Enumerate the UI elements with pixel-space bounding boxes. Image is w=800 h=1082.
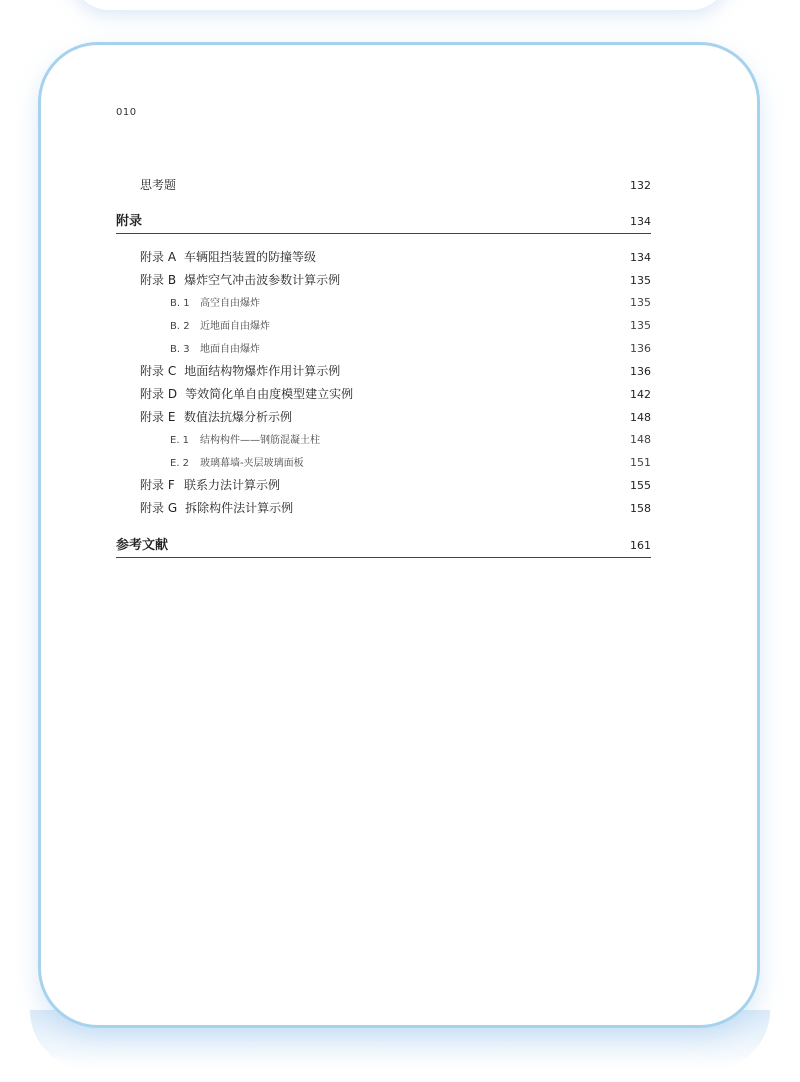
toc-entry-title: 思考题	[140, 178, 177, 192]
page-number: 010	[116, 107, 137, 118]
toc-entry-appendix-g[interactable]	[116, 499, 651, 516]
toc-subentry-b3[interactable]	[116, 340, 651, 355]
toc-entry-page: 136	[630, 342, 651, 355]
toc-entry-page: 135	[630, 319, 651, 332]
toc-entry-title: 联系力法计算示例	[184, 478, 281, 492]
toc-entry-title: 车辆阻挡装置的防撞等级	[184, 250, 317, 264]
toc-entry-page: 151	[630, 456, 651, 469]
toc-section-title: 参考文献	[116, 538, 169, 553]
toc-entry-page: 148	[630, 433, 651, 446]
toc-entry-code: 附录 B	[140, 273, 177, 287]
toc-entry-title: 玻璃幕墙-夹层玻璃面板	[200, 458, 304, 469]
toc-section-page: 134	[630, 215, 651, 228]
toc-entry-code: E. 1	[170, 435, 190, 446]
toc-entry-code: 附录 F	[140, 478, 175, 492]
toc-entry-page: 132	[630, 179, 651, 192]
top-decorative-shadow	[70, 0, 730, 10]
toc-entry-appendix-a[interactable]	[116, 248, 651, 265]
toc-entry-code: 附录 G	[140, 501, 178, 515]
toc-entry-appendix-c[interactable]	[116, 362, 651, 379]
toc-entry-page: 148	[630, 411, 651, 424]
toc-entry-code: B. 3	[170, 344, 190, 355]
toc-entry-page: 136	[630, 365, 651, 378]
toc-entry-page: 158	[630, 502, 651, 515]
toc-entry-page: 134	[630, 251, 651, 264]
toc-entry-title: 数值法抗爆分析示例	[184, 410, 293, 424]
toc-entry-appendix-d[interactable]	[116, 385, 651, 402]
toc-entry-page: 135	[630, 296, 651, 309]
toc-section-references[interactable]	[116, 534, 651, 558]
toc-entry-title: 高空自由爆炸	[200, 298, 260, 309]
toc-section-page: 161	[630, 539, 651, 552]
toc-entry-title: 爆炸空气冲击波参数计算示例	[184, 273, 341, 287]
toc-entry-title: 等效简化单自由度模型建立实例	[185, 387, 354, 401]
toc-entry-appendix-f[interactable]	[116, 476, 651, 493]
toc-entry-title: 近地面自由爆炸	[200, 321, 270, 332]
toc-section-title: 附录	[116, 214, 143, 229]
toc-entry-page: 155	[630, 479, 651, 492]
toc-section-appendix[interactable]	[116, 210, 651, 234]
toc-entry-page: 142	[630, 388, 651, 401]
toc-entry-code: E. 2	[170, 458, 190, 469]
toc-entry-appendix-b[interactable]	[116, 271, 651, 288]
toc-subentry-e1[interactable]	[116, 431, 651, 446]
toc-entry-title: 地面结构物爆炸作用计算示例	[184, 364, 341, 378]
toc-subentry-b2[interactable]	[116, 317, 651, 332]
toc-subentry-b1[interactable]	[116, 294, 651, 309]
toc-entry-title: 结构构件——钢筋混凝土柱	[200, 435, 320, 446]
toc-entry-thinking-questions[interactable]	[116, 176, 651, 193]
toc-entry-title: 地面自由爆炸	[200, 344, 260, 355]
toc-entry-code: B. 2	[170, 321, 190, 332]
toc-entry-title: 拆除构件法计算示例	[185, 501, 294, 515]
toc-subentry-e2[interactable]	[116, 454, 651, 469]
toc-entry-code: 附录 A	[140, 250, 177, 264]
toc-entry-code: 附录 C	[140, 364, 177, 378]
toc-entry-code: 附录 E	[140, 410, 176, 424]
toc-entry-code: B. 1	[170, 298, 190, 309]
toc-entry-appendix-e[interactable]	[116, 408, 651, 425]
toc-entry-page: 135	[630, 274, 651, 287]
toc-entry-code: 附录 D	[140, 387, 178, 401]
